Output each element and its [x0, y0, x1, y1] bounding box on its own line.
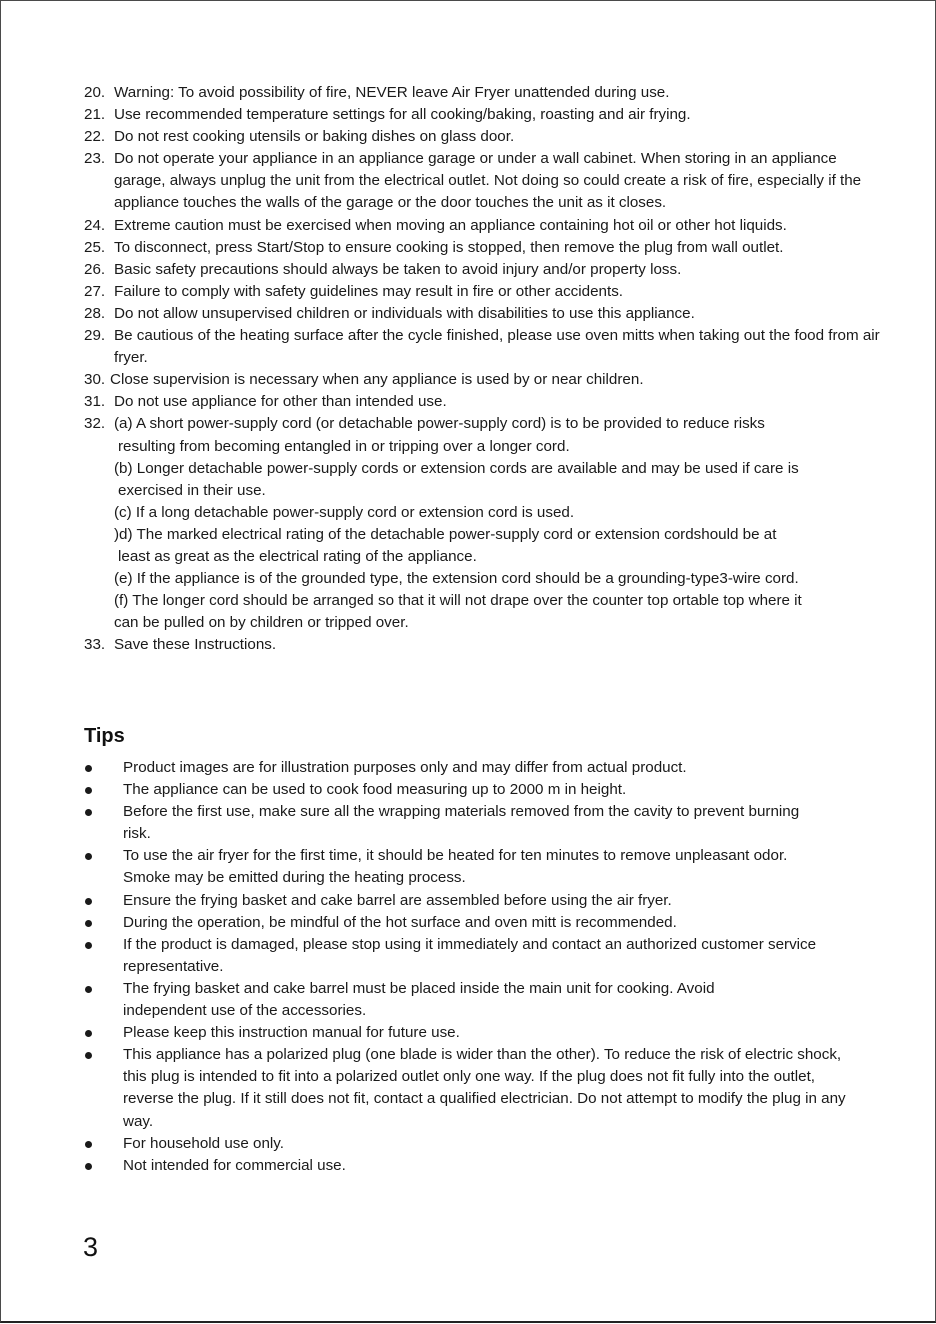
bullet-icon: [84, 1133, 123, 1155]
item-text: Be cautious of the heating surface after the cycle finished, please use oven mitts when taking out the food from air fryer.: [114, 327, 880, 367]
instruction-item-21: [84, 104, 894, 126]
instruction-item-32: [84, 413, 894, 634]
item-number: 30.: [84, 371, 106, 389]
bullet-icon: [84, 1044, 123, 1066]
tip-text: Not intended for commercial use.: [123, 1156, 346, 1174]
tip-text: Please keep this instruction manual for future use.: [123, 1024, 460, 1042]
bullet-icon: [84, 757, 123, 779]
bullet-icon: [84, 934, 123, 956]
instructions-list: [84, 82, 894, 656]
instruction-item-30: [84, 369, 894, 391]
instruction-item-22: [84, 126, 894, 148]
item-text: Extreme caution must be exercised when moving an appliance containing hot oil or other hot liquids.: [114, 216, 787, 234]
subitem-e: (e) If the appliance is of the grounded type, the extension cord should be a grounding-type3-wire cord.: [114, 570, 799, 588]
item-number: 20.: [84, 84, 106, 101]
tip-text: During the operation, be mindful of the hot surface and oven mitt is recommended.: [123, 913, 677, 931]
item-subitems: [114, 413, 914, 634]
tips-list: [84, 757, 864, 1177]
subitem-f: (f) The longer cord should be arranged so that it will not drape over the counter top ortable top where it: [114, 592, 802, 610]
subitem-a-cont: resulting from becoming entangled in or tripping over a longer cord.: [118, 437, 570, 455]
instruction-item-24: [84, 215, 894, 237]
item-number: 33.: [84, 636, 106, 654]
tip-item: [84, 1022, 864, 1044]
bullet-icon: [84, 845, 123, 867]
bullet-icon: [84, 978, 123, 1000]
subitem-b-cont: exercised in their use.: [118, 481, 266, 499]
item-text: Failure to comply with safety guidelines may result in fire or other accidents.: [114, 282, 624, 300]
tip-item: [84, 1133, 864, 1155]
tip-text: The appliance can be used to cook food measuring up to 2000 m in height.: [123, 781, 627, 799]
item-number: 22.: [84, 128, 106, 146]
item-number: 27.: [84, 282, 106, 300]
subitem-c: (c) If a long detachable power-supply cord or extension cord is used.: [114, 503, 575, 521]
tip-item: [84, 779, 864, 801]
tip-text: Ensure the frying basket and cake barrel are assembled before using the air fryer.: [123, 891, 672, 909]
bullet-icon: [84, 1155, 123, 1177]
tip-item: [84, 845, 864, 889]
tips-heading: Tips: [84, 725, 125, 747]
instruction-item-27: [84, 281, 894, 303]
subitem-b: (b) Longer detachable power-supply cords or extension cords are available and may be used if care is: [114, 459, 799, 477]
item-number: 21.: [84, 106, 106, 124]
item-number: 31.: [84, 393, 106, 411]
bullet-icon: [84, 1022, 123, 1044]
instruction-item-28: [84, 303, 894, 325]
tip-text: To use the air fryer for the first time, it should be heated for ten minutes to remove unpleasant odor. Smoke may be emitted during the heating process.: [123, 847, 788, 887]
item-number: 28.: [84, 304, 106, 322]
tip-text: If the product is damaged, please stop using it immediately and contact an authorized customer service representative.: [123, 935, 817, 975]
instruction-item-33: [84, 634, 894, 656]
instruction-item-23: [84, 148, 894, 214]
item-text: Do not allow unsupervised children or individuals with disabilities to use this appliance.: [114, 304, 695, 322]
item-text: Do not rest cooking utensils or baking dishes on glass door.: [114, 128, 515, 146]
item-text: Close supervision is necessary when any appliance is used by or near children.: [110, 371, 644, 389]
subitem-f-cont: can be pulled on by children or tripped over.: [114, 614, 409, 632]
subitem-d-cont: least as great as the electrical rating of the appliance.: [118, 547, 477, 565]
item-text: Save these Instructions.: [114, 636, 277, 654]
tip-item: [84, 934, 864, 978]
item-number: 26.: [84, 260, 106, 278]
item-number: 32.: [84, 415, 106, 433]
tip-text: For household use only.: [123, 1134, 284, 1152]
tip-item: [84, 978, 864, 1022]
tip-item: [84, 912, 864, 934]
tip-text: Before the first use, make sure all the wrapping materials removed from the cavity to prevent burning risk.: [123, 803, 800, 843]
tip-text: This appliance has a polarized plug (one blade is wider than the other). To reduce the risk of electric shock, this plug is intended to fit into a polarized outlet only one way. If the plug does not fit fully into the outlet, reverse the plug. If it still does not fit, contact a qualified electrician. Do not attempt to modify the plug in any way.: [123, 1046, 846, 1130]
tip-text: Product images are for illustration purposes only and may differ from actual product.: [123, 759, 687, 776]
item-number: 24.: [84, 216, 106, 234]
bullet-icon: [84, 801, 123, 823]
tip-item: [84, 801, 864, 845]
bullet-icon: [84, 890, 123, 912]
page-number: 3: [83, 1232, 99, 1262]
instruction-item-20: [84, 82, 894, 104]
item-text: Do not use appliance for other than intended use.: [114, 393, 447, 411]
instruction-item-25: [84, 237, 894, 259]
subitem-a: (a) A short power-supply cord (or detachable power-supply cord) is to be provided to reduce risks: [114, 415, 765, 433]
item-number: 29.: [84, 327, 106, 345]
item-text: To disconnect, press Start/Stop to ensure cooking is stopped, then remove the plug from wall outlet.: [114, 238, 784, 256]
bullet-icon: [84, 912, 123, 934]
instruction-item-29: [84, 325, 894, 369]
item-text: Warning: To avoid possibility of fire, NEVER leave Air Fryer unattended during use.: [114, 84, 670, 101]
item-text: Use recommended temperature settings for all cooking/baking, roasting and air frying.: [114, 106, 691, 124]
bullet-icon: [84, 779, 123, 801]
tip-item: [84, 1155, 864, 1177]
instruction-item-31: [84, 391, 894, 413]
item-number: 25.: [84, 238, 106, 256]
item-text: Basic safety precautions should always be taken to avoid injury and/or property loss.: [114, 260, 682, 278]
subitem-d: )d) The marked electrical rating of the detachable power-supply cord or extension cordshould be at: [114, 525, 777, 543]
tip-item: [84, 757, 864, 779]
item-text: Do not operate your appliance in an appliance garage or under a wall cabinet. When storing in an appliance garage, always unplug the unit from the electrical outlet. Not doing so could create a risk of fire, especially if the appliance touches the walls of the garage or the door touches the unit as it closes.: [114, 150, 862, 212]
tip-item: [84, 1044, 864, 1132]
tip-text: The frying basket and cake barrel must be placed inside the main unit for cooking. Avoid independent use of the accessories.: [123, 979, 715, 1020]
tip-item: [84, 890, 864, 912]
item-number: 23.: [84, 150, 106, 168]
instruction-item-26: [84, 259, 894, 281]
